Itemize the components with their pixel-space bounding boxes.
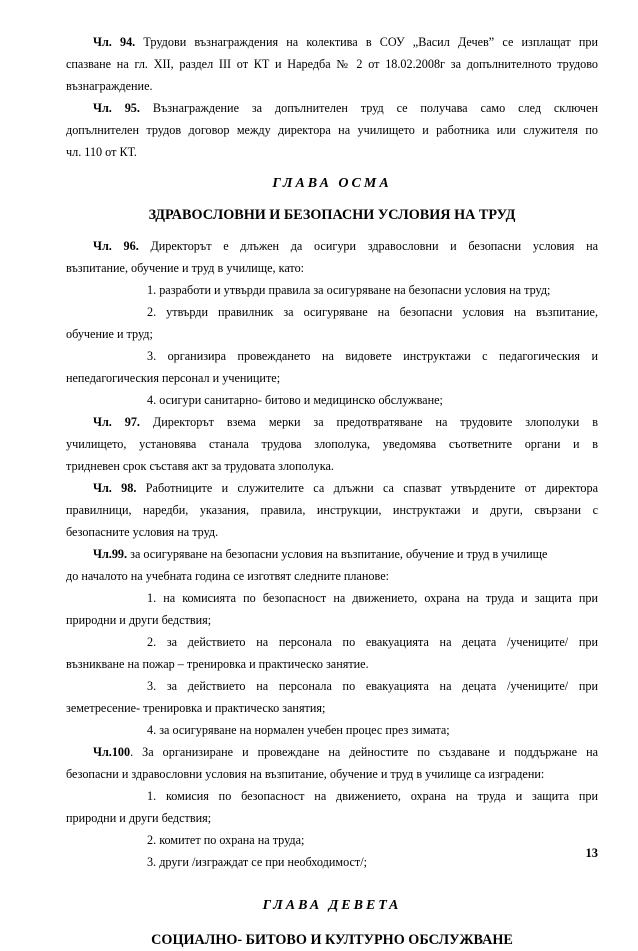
article-99-item-2: 2. за действието на персонала по евакуацията на децата /учениците/ при: [147, 635, 598, 649]
article-96-text-1: Директорът е длъжен да осигури здравословни и безопасни условия на: [150, 239, 598, 253]
article-96-item-4: 4. осигури санитарно- битово и медицинско обслужване;: [147, 393, 443, 407]
article-99-item-3-cont: земетресение- тренировка и практическо занятия;: [66, 701, 326, 715]
article-95-text-1: Възнаграждение за допълнителен труд се получава само след сключен: [152, 101, 598, 115]
article-96-item-3: 3. организира провеждането на видовете инструктажи с педагогическия и: [147, 349, 598, 363]
article-99-item-3: 3. за действието на персонала по евакуацията на децата /учениците/ при: [147, 679, 598, 693]
chapter-9-title: СОЦИАЛНО- БИТОВО И КУЛТУРНО ОБСЛУЖВАНЕ: [151, 932, 513, 948]
article-94-text-1: Трудови възнаграждения на колектива в СОУ „Васил Дечев” се изплащат при: [143, 35, 598, 49]
article-96-item-1: 1. разработи и утвърди правила за осигуряване на безопасни условия на труд;: [147, 283, 551, 297]
article-97-line-2: училището, установява станала трудова злополука, уведомява съответните органи и в: [66, 437, 598, 451]
article-98: [66, 477, 598, 543]
article-98-text-1: Работниците и служителите са длъжни са спазват утвърдените от директора: [145, 481, 598, 495]
article-97-line-3: тридневен срок съставя акт за трудовата злополука.: [66, 459, 334, 473]
article-99-item-4: 4. за осигуряване на нормален учебен процес през зимата;: [147, 723, 450, 737]
article-98-label: Чл. 98.: [93, 481, 137, 495]
article-100-line-1: [66, 741, 598, 763]
article-99: [66, 543, 598, 741]
article-100-item-1-cont: природни и други бедствия;: [66, 811, 212, 825]
article-99-label: Чл.99.: [93, 547, 128, 561]
article-94-line-2: спазване на гл. XII, раздел III от КТ и Наредба № 2 от 18.02.2008г за допълнителното трудово: [66, 57, 598, 71]
article-100-item-2: 2. комитет по охрана на труда;: [147, 833, 305, 847]
article-95-line-1: [66, 97, 598, 119]
article-98-line-3: безопасните условия на труд.: [66, 525, 219, 539]
article-96: [66, 235, 598, 411]
article-99-line-2: до началото на учебната година се изготвят следните планове:: [66, 569, 390, 583]
article-96-item-2-cont: обучение и труд;: [66, 327, 153, 341]
article-98-line-1: [66, 477, 598, 499]
chapter-8-title: ЗДРАВОСЛОВНИ И БЕЗОПАСНИ УСЛОВИЯ НА ТРУД: [148, 207, 516, 223]
article-99-text-1: за осигуряване на безопасни условия на възпитание, обучение и труд в училище: [130, 547, 548, 561]
article-95-line-2: допълнителен трудов договор между директора на училището и работника или служителя по: [66, 123, 598, 137]
article-100-text-1: . За организиране и провеждане на дейностите по създаване и поддържане на: [130, 745, 598, 759]
article-94-line-3: възнаграждение.: [66, 79, 153, 93]
chapter-9-heading: ГЛАВА ДЕВЕТА: [262, 898, 402, 913]
article-96-line-2: възпитание, обучение и труд в училище, като:: [66, 261, 305, 275]
article-97: [66, 411, 598, 477]
article-95: [66, 97, 598, 163]
article-94-label: Чл. 94.: [93, 35, 136, 49]
article-98-line-2: правилници, наредби, указания, правила, инструкции, инструктажи и други, свързани с: [66, 503, 598, 517]
article-100-item-3: 3. други /изграждат се при необходимост/;: [147, 855, 367, 869]
article-97-line-1: [66, 411, 598, 433]
article-96-item-2: 2. утвърди правилник за осигуряване на безопасни условия на възпитание,: [147, 305, 598, 319]
article-97-text-1: Директорът взема мерки за предотвратяване на трудовите злополуки в: [152, 415, 598, 429]
article-99-item-1: 1. на комисията по безопасност на движението, охрана на труда и защита при: [147, 591, 598, 605]
article-100-label: Чл.100: [93, 745, 131, 759]
article-95-line-3: чл. 110 от КТ.: [66, 145, 137, 159]
article-96-line-1: [66, 235, 598, 257]
article-94: [66, 31, 598, 97]
article-97-label: Чл. 97.: [93, 415, 140, 429]
page-number: 13: [585, 846, 598, 860]
article-95-label: Чл. 95.: [93, 101, 140, 115]
article-100: [66, 741, 598, 873]
article-99-item-2-cont: възникване на пожар – тренировка и практическо занятие.: [66, 657, 369, 671]
page-content: [66, 31, 598, 951]
article-99-line-1: [66, 543, 598, 565]
article-94-line-1: [66, 31, 598, 53]
chapter-8-heading: ГЛАВА ОСМА: [272, 176, 392, 191]
article-100-item-1: 1. комисия по безопасност на движението, охрана на труда и защита при: [147, 789, 598, 803]
article-99-item-1-cont: природни и други бедствия;: [66, 613, 212, 627]
article-96-item-3-cont: непедагогическия персонал и учениците;: [66, 371, 281, 385]
article-96-label: Чл. 96.: [93, 239, 139, 253]
article-100-line-2: безопасни и здравословни условия на възпитание, обучение и труд в училище са изградени:: [66, 767, 545, 781]
